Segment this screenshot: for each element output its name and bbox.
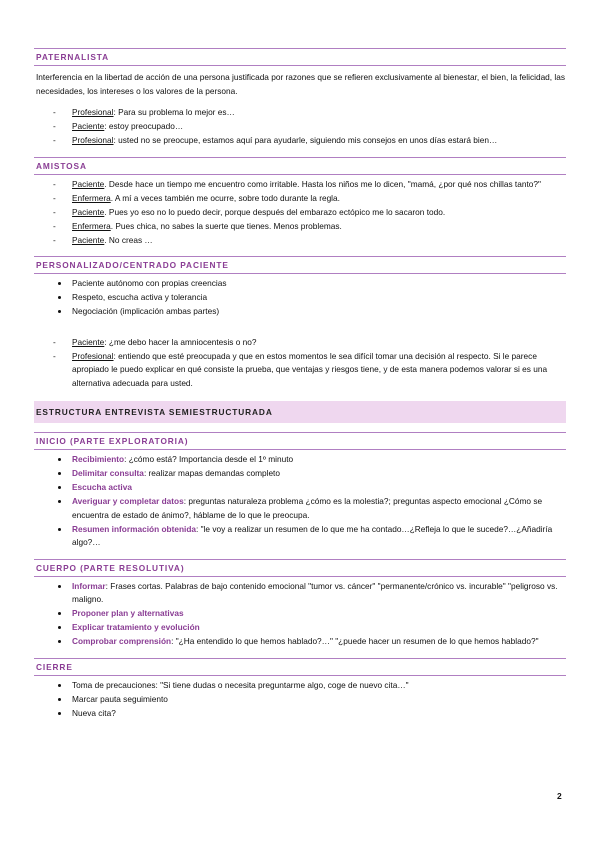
list-item: Toma de precauciones: "Si tiene dudas o necesita preguntarme algo, coge de nuevo cita…" <box>34 679 566 693</box>
item-text: : "¿Ha entendido lo que hemos hablado?…" "¿puede hacer un resumen de lo que hemos hablado?" <box>171 636 539 646</box>
dialogue-text: A mí a veces también me ocurre, sobre todo durante la regla. <box>114 192 340 203</box>
item-label: Informar <box>72 580 106 591</box>
section-heading-personalizado: PERSONALIZADO/CENTRADO PACIENTE <box>34 256 566 274</box>
dialogue-text: usted no se preocupe, estamos aquí para ayudarle, siguiendo mis consejos en unos días estará bien… <box>118 135 498 145</box>
list-item: Negociación (implicación ambas partes) <box>34 305 566 319</box>
speaker-label: Profesional <box>72 135 114 145</box>
dialogue-text: entiendo que esté preocupada y que en estos momentos le sea difícil tomar una decisión al respecto. Si le parece apropiado le puedo explicar en qué consiste la prueba, que ventajas y riesgos tiene, y de esta manera podemos valorar si es una alternativa adecuada para usted. <box>72 350 548 388</box>
speaker-label: Enfermera <box>72 220 111 231</box>
section-heading-inicio: INICIO (PARTE EXPLORATORIA) <box>34 432 566 450</box>
dialogue-text: ¿me debo hacer la amniocentesis o no? <box>108 336 257 347</box>
item-label: Proponer plan y alternativas <box>72 608 184 618</box>
section-heading-paternalista: PATERNALISTA <box>34 48 566 66</box>
speaker-label: Profesional <box>72 107 114 117</box>
speaker-label: Paciente <box>72 336 105 347</box>
amistosa-dialogue-list <box>34 178 566 248</box>
speaker-label: Paciente <box>72 234 105 245</box>
section-heading-estructura: ESTRUCTURA ENTREVISTA SEMIESTRUCTURADA <box>34 401 566 423</box>
dialogue-line: - Profesional: Para su problema lo mejor es… <box>34 106 566 120</box>
item-label: Averiguar y completar datos <box>72 496 184 506</box>
list-item <box>34 607 566 621</box>
dialogue-text: Pues chica, no sabes la suerte que tienes. Menos problemas. <box>115 220 342 231</box>
speaker-label: Paciente <box>72 121 105 131</box>
list-item <box>34 635 566 649</box>
dialogue-line: - Enfermera. Pues chica, no sabes la suerte que tienes. Menos problemas. <box>34 220 566 234</box>
list-item <box>34 580 566 607</box>
list-item <box>34 481 566 495</box>
dialogue-line: - Paciente: ¿me debo hacer la amniocentesis o no? <box>34 336 566 350</box>
dialogue-text: Para su problema lo mejor es… <box>118 107 235 117</box>
speaker-label: Enfermera <box>72 192 111 203</box>
paternalista-dialogue-list <box>34 106 566 148</box>
personalizado-bullet-list <box>34 277 566 319</box>
list-item <box>34 523 566 550</box>
item-label: Comprobar comprensión <box>72 636 172 646</box>
dialogue-line: - Paciente. Desde hace un tiempo me encuentro como irritable. Hasta los niños me lo dicen, "mamá, ¿por qué nos chillas tanto?" <box>34 178 566 192</box>
cuerpo-list <box>34 580 566 649</box>
item-text: : realizar mapas demandas completo <box>143 468 280 478</box>
section-heading-cierre: CIERRE <box>34 658 566 676</box>
item-text: : Frases cortas. Palabras de bajo contenido emocional "tumor vs. cáncer" "permanente/crónico vs. incurable" "peligroso vs. maligno. <box>72 580 558 604</box>
speaker-label: Paciente <box>72 206 105 217</box>
speaker-label: Paciente <box>72 178 105 189</box>
dialogue-line: - Profesional: entiendo que esté preocupada y que en estos momentos le sea difícil tomar una decisión al respecto. Si le parece apropiado le puedo explicar en qué consiste la prueba, que ventajas y riesgos tiene, y de esta manera podemos valorar si es una alternativa adecuada para usted. <box>34 350 566 391</box>
dialogue-line: - Paciente. No creas … <box>34 234 566 248</box>
item-label: Recibimiento <box>72 454 125 464</box>
list-item <box>34 453 566 467</box>
personalizado-dialogue-list <box>34 336 566 391</box>
inicio-list <box>34 453 566 550</box>
list-item <box>34 467 566 481</box>
list-item: Respeto, escucha activa y tolerancia <box>34 291 566 305</box>
paternalista-definition: Interferencia en la libertad de acción de una persona justificada por razones que se refieren exclusivamente al bienestar, el bien, la felicidad, las necesidades, los intereses o los valores de la persona. <box>36 72 566 96</box>
section-heading-amistosa: AMISTOSA <box>34 157 566 175</box>
dialogue-text: estoy preocupado… <box>108 121 184 131</box>
dialogue-text: Desde hace un tiempo me encuentro como irritable. Hasta los niños me lo dicen, "mamá, ¿por qué nos chillas tanto?" <box>108 178 541 189</box>
item-label: Resumen información obtenida <box>72 523 197 534</box>
list-item: Nueva cita? <box>34 707 566 721</box>
section-heading-cuerpo: CUERPO (PARTE RESOLUTIVA) <box>34 559 566 577</box>
page-number: 2 <box>557 791 562 801</box>
item-text: : ¿cómo está? Importancia desde el 1º minuto <box>124 454 294 464</box>
list-item <box>34 495 566 522</box>
list-item: Marcar pauta seguimiento <box>34 693 566 707</box>
dialogue-line: - Profesional: usted no se preocupe, estamos aquí para ayudarle, siguiendo mis consejos en unos días estará bien… <box>34 134 566 148</box>
item-label: Escucha activa <box>72 482 132 492</box>
cierre-list <box>34 679 566 721</box>
document-page <box>34 48 566 725</box>
item-label: Delimitar consulta <box>72 468 144 478</box>
list-item: Paciente autónomo con propias creencias <box>34 277 566 291</box>
item-label: Explicar tratamiento y evolución <box>72 622 200 632</box>
dialogue-line: - Enfermera. A mí a veces también me ocurre, sobre todo durante la regla. <box>34 192 566 206</box>
dialogue-text: Pues yo eso no lo puedo decir, porque después del embarazo ectópico me lo sacaron todo. <box>108 206 446 217</box>
item-text: : preguntas naturaleza problema ¿cómo es la molestia?; preguntas aspecto emocional ¿Cómo se encuentra de estado de ánimo?, háblame de lo que le preocupa. <box>72 496 543 520</box>
dialogue-text: No creas … <box>108 234 153 245</box>
item-text: : "le voy a realizar un resumen de lo que me ha contado…¿Refleja lo que le sucede?…¿Añadiría algo?… <box>72 523 553 547</box>
speaker-label: Profesional <box>72 350 114 361</box>
dialogue-line: - Paciente. Pues yo eso no lo puedo decir, porque después del embarazo ectópico me lo sacaron todo. <box>34 206 566 220</box>
list-item <box>34 621 566 635</box>
dialogue-line: - Paciente: estoy preocupado… <box>34 120 566 134</box>
